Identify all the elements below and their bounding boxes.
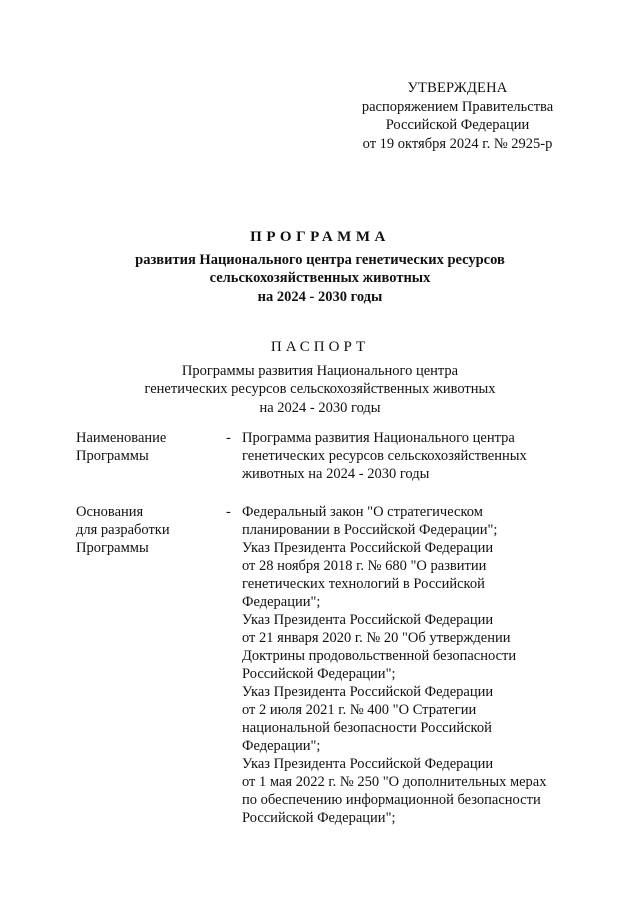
row-value-line: Федерации"; <box>242 738 321 754</box>
row-value-line: Российской Федерации"; <box>242 810 396 826</box>
row-label-line: Программы <box>76 540 149 556</box>
program-heading: ПРОГРАММА <box>250 229 390 245</box>
row-label <box>76 503 226 827</box>
passport-title <box>0 338 640 417</box>
row-value-line: генетических технологий в Российской <box>242 576 485 592</box>
approval-line: распоряжением Правительства <box>361 98 554 115</box>
row-value-line: от 1 мая 2022 г. № 250 "О дополнительных мерах <box>242 774 547 790</box>
program-title-line: на 2024 - 2030 годы <box>257 288 383 305</box>
row-value-line: животных на 2024 - 2030 годы <box>242 466 430 482</box>
row-value-line: от 28 ноября 2018 г. № 680 "О развитии <box>242 558 487 574</box>
program-title-line: сельскохозяйственных животных <box>209 270 431 286</box>
approval-line: Российской Федерации <box>385 117 530 133</box>
row-label <box>76 429 226 483</box>
row-value-line: Указ Президента Российской Федерации <box>242 684 494 700</box>
approval-line: от 19 октября 2024 г. № 2925-р <box>362 135 553 152</box>
row-value-line: Указ Президента Российской Федерации <box>242 540 494 556</box>
row-label-line: для разработки <box>76 522 170 538</box>
passport-row-grounds <box>76 503 596 827</box>
row-value-line: Федеральный закон "О стратегическом <box>242 504 483 520</box>
row-value-line: национальной безопасности Российской <box>242 720 492 736</box>
passport-table <box>76 429 596 847</box>
row-label-line: Основания <box>76 504 144 520</box>
row-value-line: Программа развития Национального центра <box>242 430 515 446</box>
passport-subtitle-line: на 2024 - 2030 годы <box>259 399 381 416</box>
program-title <box>0 228 640 306</box>
row-dash: - <box>226 430 231 446</box>
row-value-line: генетических ресурсов сельскохозяйственных <box>242 448 527 464</box>
row-value-line: от 21 января 2020 г. № 20 "Об утверждении <box>242 630 511 646</box>
approval-stamp: УТВЕРЖДЕНА <box>407 80 508 96</box>
approval-block <box>330 79 585 153</box>
row-value-line: Российской Федерации"; <box>242 666 396 682</box>
row-value-line: Указ Президента Российской Федерации <box>242 612 494 628</box>
program-title-line: развития Национального центра генетических ресурсов <box>135 251 505 268</box>
row-value-line: Федерации"; <box>242 594 321 610</box>
passport-row-name <box>76 429 596 483</box>
row-value-line: от 2 июля 2021 г. № 400 "О Стратегии <box>242 702 477 718</box>
row-value-line: планировании в Российской Федерации"; <box>242 522 498 538</box>
row-label-line: Наименование <box>76 430 167 446</box>
row-value-line: по обеспечению информационной безопасности <box>242 792 541 808</box>
row-dash: - <box>226 504 231 520</box>
passport-subtitle-line: генетических ресурсов сельскохозяйственных животных <box>144 381 496 397</box>
row-label-line: Программы <box>76 448 149 464</box>
row-value <box>242 429 596 483</box>
row-value <box>242 503 596 827</box>
passport-subtitle-line: Программы развития Национального центра <box>181 362 459 379</box>
passport-heading: ПАСПОРТ <box>270 339 370 355</box>
row-value-line: Доктрины продовольственной безопасности <box>242 648 517 664</box>
row-value-line: Указ Президента Российской Федерации <box>242 756 494 772</box>
